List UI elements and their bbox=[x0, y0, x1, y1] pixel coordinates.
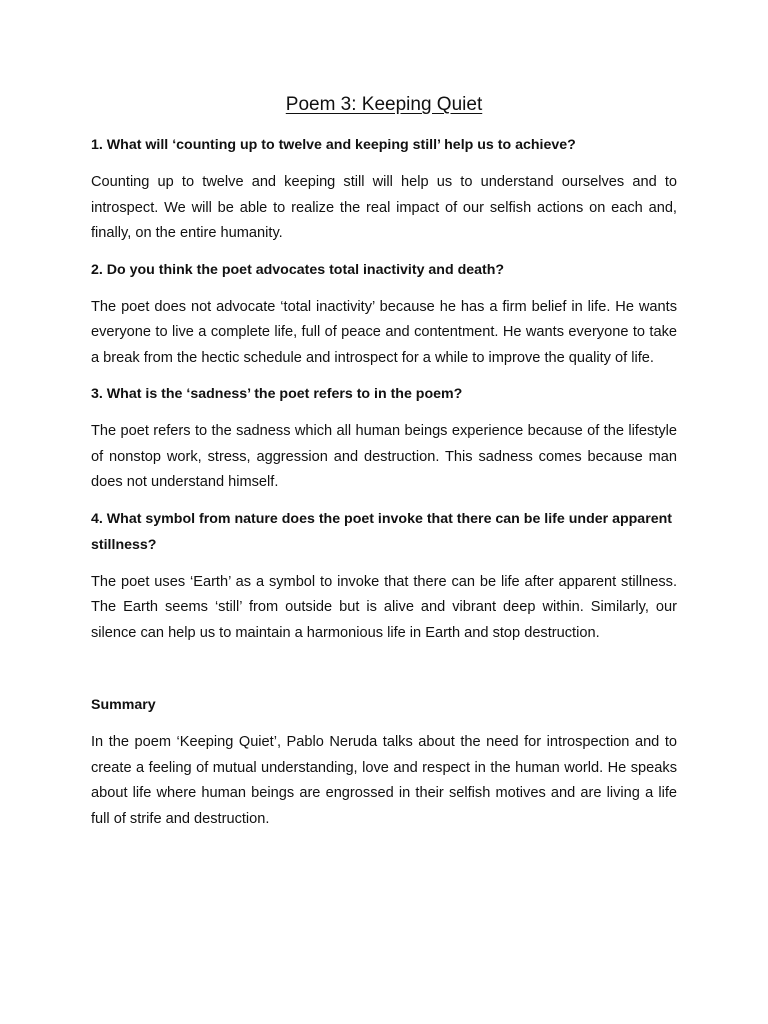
answer-4: The poet uses ‘Earth’ as a symbol to invoke that there can be life after apparent stillness. The Earth seems ‘still’ from outside but is alive and vibrant deep within. Similarly, our silence can help us to maintain a harmonious life in Earth and stop destruction. bbox=[91, 573, 677, 641]
question-2: 2. Do you think the poet advocates total inactivity and death? bbox=[91, 261, 505, 278]
page-title: Poem 3: Keeping Quiet bbox=[285, 94, 483, 115]
qa-item-2 bbox=[91, 257, 677, 372]
summary-heading: Summary bbox=[91, 697, 156, 713]
answer-2: The poet does not advocate ‘total inactivity’ because he has a firm belief in life. He wants everyone to live a complete life, full of peace and contentment. He wants everyone to take a break from the hectic schedule and introspect for a while to improve the quality of life. bbox=[91, 298, 677, 366]
summary-section bbox=[91, 692, 677, 832]
section-spacer bbox=[91, 656, 677, 692]
qa-item-3 bbox=[91, 381, 677, 496]
answer-1: Counting up to twelve and keeping still will help us to understand ourselves and to introspect. We will be able to realize the real impact of our selfish actions on each and, finally, on the entire humanity. bbox=[91, 174, 677, 241]
document-content bbox=[91, 92, 677, 842]
question-3: 3. What is the ‘sadness’ the poet refers to in the poem? bbox=[91, 386, 463, 402]
qa-item-4 bbox=[91, 506, 677, 647]
question-4: 4. What symbol from nature does the poet invoke that there can be life under apparent stillness? bbox=[91, 510, 673, 553]
summary-text: In the poem ‘Keeping Quiet’, Pablo Neruda talks about the need for introspection and to create a feeling of mutual understanding, love and respect in the human world. He speaks about life where human beings are engrossed in their selfish motives and are living a life full of strife and destruction. bbox=[91, 734, 677, 827]
question-1: 1. What will ‘counting up to twelve and keeping still’ help us to achieve? bbox=[91, 137, 576, 153]
answer-3: The poet refers to the sadness which all human beings experience because of the lifestyle of nonstop work, stress, aggression and destruction. This sadness comes because man does not understand himself. bbox=[91, 423, 677, 490]
qa-item-1 bbox=[91, 132, 677, 247]
